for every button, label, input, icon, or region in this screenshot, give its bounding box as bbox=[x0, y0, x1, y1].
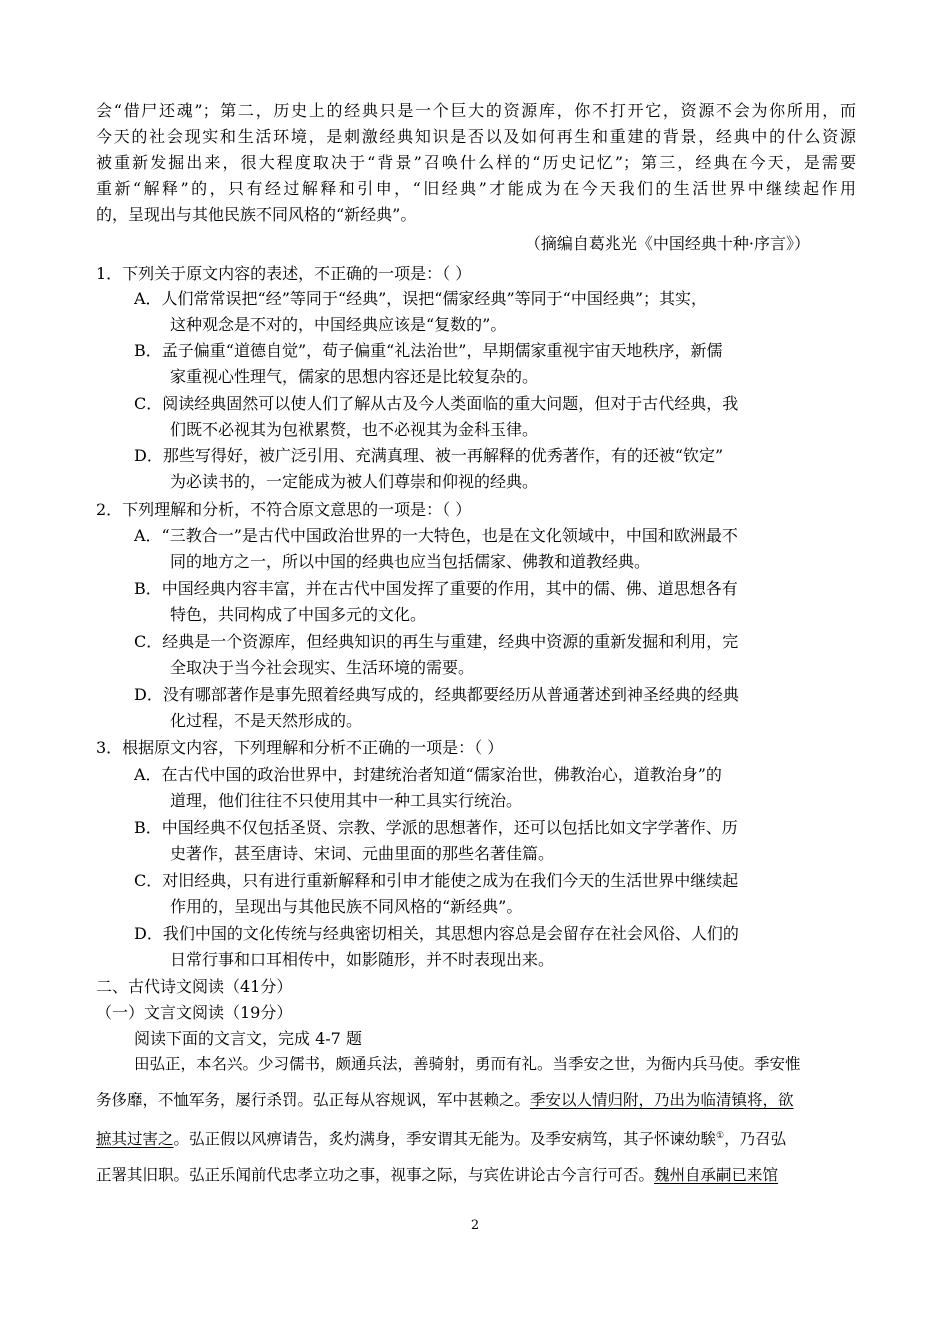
subsection-heading: （一）文言文阅读（19分） bbox=[96, 1003, 293, 1022]
passage-line: 重新“解释”的，只有经过解释和引申，“旧经典”才能成为在今天我们的生活世界中继续起作用 bbox=[96, 179, 856, 198]
q1-option-a: A．人们常常误把“经”等同于“经典”，误把“儒家经典”等同于“中国经典”；其实， 这种观念是不对的，中国经典应该是“复数的”。 bbox=[134, 289, 707, 334]
q3-option-c: C．对旧经典，只有进行重新解释和引申才能使之成为在我们今天的生活世界中继续起 作用的，呈现出与其他民族不同风格的“新经典”。 bbox=[134, 871, 739, 916]
reading-instruction: 阅读下面的文言文，完成 4-7 题 bbox=[134, 1029, 362, 1048]
underlined-sentence-continued: 摭其过害之 bbox=[96, 1130, 174, 1149]
q1-option-b: B．孟子偏重“道德自觉”，荀子偏重“礼法治世”，早期儒家重视宇宙天地秩序，新儒 家重视心性理气，儒家的思想内容还是比较复杂的。 bbox=[134, 341, 723, 386]
underlined-sentence: 季安以人情归附，乃出为临清镇将，欲 bbox=[530, 1091, 794, 1109]
section-heading: 二、古代诗文阅读（41分） bbox=[96, 977, 293, 996]
passage-paragraph bbox=[96, 98, 856, 228]
question-3-stem: 3．根据原文内容，下列理解和分析不正确的一项是：（ ） bbox=[96, 738, 504, 757]
passage-line: 会“借尸还魂”；第二，历史上的经典只是一个巨大的资源库，你不打开它，资源不会为你所用，而 bbox=[96, 101, 856, 120]
q2-option-a: A．“三教合一”是古代中国政治世界的一大特色，也是在文化领域中，中国和欧洲最不 同的地方之一，所以中国的经典也应当包括儒家、佛教和道教经典。 bbox=[134, 526, 738, 571]
passage-line: 的，呈现出与其他民族不同风格的“新经典”。 bbox=[96, 205, 417, 224]
underlined-sentence-2: 魏州自承嗣已来馆 bbox=[654, 1166, 779, 1185]
q3-option-a: A．在古代中国的政治世界中，封建统治者知道“儒家治世，佛教治心，道教治身”的 道理，他们往往不只使用其中一种工具实行统治。 bbox=[134, 765, 722, 810]
passage-line: 被重新发掘出来，很大程度取决于“背景”召唤什么样的“历史记忆”；第三，经典在今天，是需要 bbox=[96, 153, 856, 172]
q2-option-b: B．中国经典内容丰富，并在古代中国发挥了重要的作用，其中的儒、佛、道思想各有 特色，共同构成了中国多元的文化。 bbox=[134, 579, 738, 624]
q1-option-d: D．那些写得好，被广泛引用、充满真理、被一再解释的优秀著作，有的还被“钦定” 为必读书的，一定能成为被人们尊崇和仰视的经典。 bbox=[134, 446, 724, 491]
footnote-marker: ① bbox=[716, 1131, 725, 1141]
classical-passage: 田弘正，本名兴。少习儒书，颇通兵法，善骑射，勇而有礼。当季安之世，为衙内兵马使。季安惟 务侈靡，不恤军务，屡行杀罚。弘正每从容规讽，军中甚赖之。季安以人情归附，乃出为临清镇将，欲 摭其过害之。弘正假以风痹请告，炙灼满身，季安谓其无能为。及季安病笃，其子怀谏幼騃①，乃召弘 正署其旧职。弘正乐闻前代忠孝立功之事，视事之际，与宾佐讲论古今言行可否。魏州自承嗣已来馆 bbox=[96, 1055, 801, 1185]
page-number: 2 bbox=[470, 1218, 480, 1233]
passage-line: 今天的社会现实和生活环境，是刺激经典知识是否以及如何再生和重建的背景，经典中的什么资源 bbox=[96, 127, 856, 146]
q2-option-c: C．经典是一个资源库，但经典知识的再生与重建，经典中资源的重新发掘和利用，完 全取决于当今社会现实、生活环境的需要。 bbox=[134, 632, 739, 677]
q1-option-c: C．阅读经典固然可以使人们了解从古及今人类面临的重大问题，但对于古代经典，我 们既不必视其为包袱累赘，也不必视其为金科玉律。 bbox=[134, 394, 739, 439]
question-2-stem: 2．下列理解和分析，不符合原文意思的一项是：（ ） bbox=[96, 500, 472, 519]
question-1-stem: 1．下列关于原文内容的表述，不正确的一项是：（ ） bbox=[96, 264, 472, 283]
citation: （摘编自葛兆光《中国经典十种·序言》） bbox=[524, 234, 810, 253]
q2-option-d: D．没有哪部著作是事先照着经典写成的，经典都要经历从普通著述到神圣经典的经典 化过程，不是天然形成的。 bbox=[134, 685, 739, 730]
q3-option-d: D．我们中国的文化传统与经典密切相关，其思想内容总是会留存在社会风俗、人们的 日常行事和口耳相传中，如影随形，并不时表现出来。 bbox=[134, 924, 739, 969]
q3-option-b: B．中国经典不仅包括圣贤、宗教、学派的思想著作，还可以包括比如文字学著作、历 史著作，甚至唐诗、宋词、元曲里面的那些名著佳篇。 bbox=[134, 818, 738, 863]
